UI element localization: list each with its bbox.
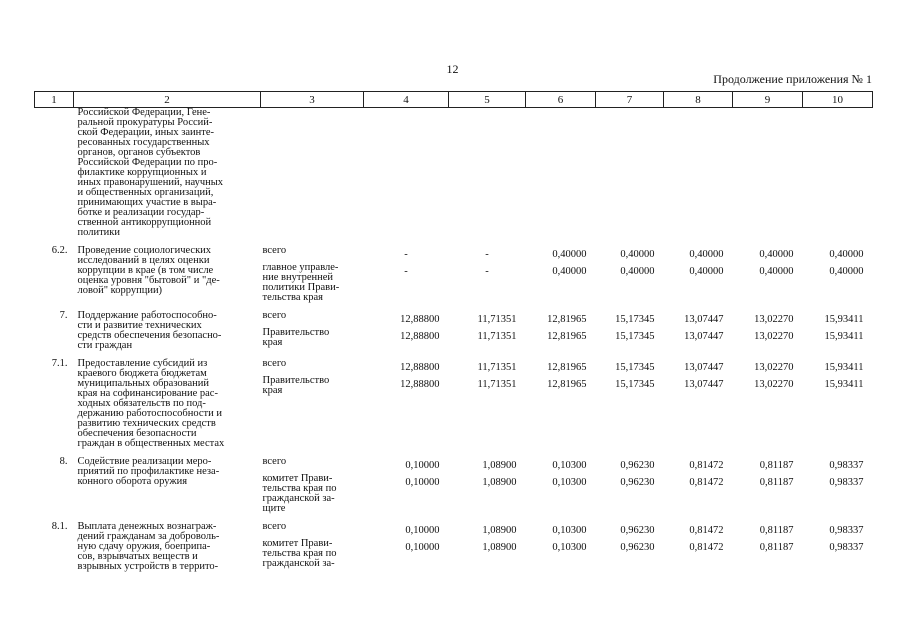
description-line: сов, взрывчатых веществ и: [77, 551, 198, 562]
amount-value: 12,88800: [400, 379, 440, 390]
executor-line: щите: [262, 503, 286, 514]
description-line: политики: [77, 227, 121, 238]
amount-value: 0,40000: [689, 266, 724, 277]
row-description: [74, 238, 261, 303]
executor-line: края: [262, 385, 283, 396]
amount-value: 0,40000: [552, 249, 587, 260]
amount-value: 15,17345: [615, 314, 655, 325]
executor-total-label: [263, 311, 362, 321]
amount-cell: [364, 108, 449, 239]
amount-value: 0,96230: [620, 460, 655, 471]
table-row: [35, 238, 873, 303]
amount-value: 15,17345: [615, 331, 655, 342]
description-line: ную сдачу оружия, боеприпа-: [77, 541, 211, 552]
amount-cell: [733, 303, 803, 351]
amount-value: 0,10300: [552, 542, 587, 553]
amount-value: 11,71351: [477, 379, 517, 390]
amount-value: 15,93411: [824, 314, 864, 325]
executor-line: всего: [262, 456, 287, 467]
amount-value: 0,40000: [620, 266, 655, 277]
amount-cell: [526, 108, 596, 239]
description-line: Содействие реализации меро-: [77, 456, 212, 467]
description-line: иных правонарушений, научных: [77, 177, 224, 188]
amount-cell: [526, 449, 596, 514]
table-row: [35, 351, 873, 449]
description-line: ской Федерации, иных заинте-: [77, 127, 215, 138]
description-line: исследований в целях оценки: [77, 255, 210, 266]
row-description: [74, 351, 261, 449]
table-row: [35, 449, 873, 514]
amount-value: 0,81187: [759, 525, 794, 536]
amount-value: 1,08900: [482, 460, 517, 471]
amount-value: 0,10000: [405, 542, 440, 553]
column-number-row: [35, 92, 873, 108]
amount-value: -: [485, 249, 489, 260]
executor-name: [263, 474, 362, 514]
amount-cell: [664, 238, 733, 303]
amount-cell: [449, 238, 526, 303]
amount-value: 11,71351: [477, 362, 517, 373]
amount-cell: [733, 449, 803, 514]
executor-line: комитет Прави-: [262, 538, 333, 549]
amount-value: 12,88800: [400, 314, 440, 325]
description-line: ственной антикоррупционной: [77, 217, 212, 228]
amount-value: 0,10300: [552, 477, 587, 488]
amount-value: 0,40000: [552, 266, 587, 277]
amount-value: 13,02270: [754, 314, 794, 325]
amount-cell: [733, 108, 803, 239]
amount-value: 1,08900: [482, 525, 517, 536]
amount-cell: [803, 514, 873, 572]
executor-line: гражданской за-: [262, 558, 335, 569]
amount-cell: [596, 514, 664, 572]
row-number: 6.2.: [51, 245, 68, 256]
row-executor: [261, 108, 364, 239]
description-line: ботке и реализации государ-: [77, 207, 205, 218]
row-executor: [261, 303, 364, 351]
description-line: филактике коррупционных и: [77, 167, 207, 178]
column-number: 2: [74, 92, 261, 108]
column-number: 1: [35, 92, 74, 108]
amount-value: 12,81965: [547, 379, 587, 390]
amount-value: 12,88800: [400, 362, 440, 373]
description-line: ловой" коррупции): [77, 285, 163, 296]
row-number: 8.: [59, 456, 68, 467]
description-line: приятий по профилактике неза-: [77, 466, 220, 477]
amount-value: 0,98337: [829, 525, 864, 536]
description-line: Поддержание работоспособно-: [77, 310, 217, 321]
amount-value: 15,17345: [615, 379, 655, 390]
executor-total-label: [263, 522, 362, 532]
description-line: дений гражданам за доброволь-: [77, 531, 220, 542]
amount-value: 0,10000: [405, 477, 440, 488]
amount-value: 0,98337: [829, 460, 864, 471]
executor-line: Правительство: [262, 327, 330, 338]
amount-value: 0,10300: [552, 460, 587, 471]
executor-name: [263, 376, 362, 396]
row-description: [74, 514, 261, 572]
amount-cell: [449, 449, 526, 514]
amount-value: 12,88800: [400, 331, 440, 342]
amount-cell: [449, 108, 526, 239]
executor-line: всего: [262, 521, 287, 532]
description-line: муниципальных образований: [77, 378, 209, 389]
amount-cell: [664, 351, 733, 449]
amount-cell: [449, 514, 526, 572]
amount-value: 0,96230: [620, 525, 655, 536]
executor-total-label: [263, 246, 362, 256]
description-line: держанию работоспособности и: [77, 408, 222, 419]
amount-value: 12,81965: [547, 331, 587, 342]
amount-cell: [596, 108, 664, 239]
amount-value: 0,98337: [829, 477, 864, 488]
executor-line: главное управле-: [262, 262, 339, 273]
column-number: 7: [596, 92, 664, 108]
description-line: краевого бюджета бюджетам: [77, 368, 207, 379]
row-number: 7.1.: [51, 358, 68, 369]
amount-value: 0,10000: [405, 525, 440, 536]
description-line: Проведение социологических: [77, 245, 212, 256]
amount-value: 0,81472: [689, 477, 724, 488]
amount-value: 0,96230: [620, 542, 655, 553]
executor-line: тельства края: [262, 292, 323, 303]
amount-value: 11,71351: [477, 314, 517, 325]
amount-value: 13,02270: [754, 331, 794, 342]
row-description: [74, 108, 261, 239]
amount-cell: [596, 303, 664, 351]
executor-line: тельства края по: [262, 548, 337, 559]
amount-cell: [526, 238, 596, 303]
amount-cell: [803, 351, 873, 449]
executor-line: тельства края по: [262, 483, 337, 494]
amount-cell: [596, 238, 664, 303]
amount-cell: [664, 303, 733, 351]
amount-cell: [664, 108, 733, 239]
row-number: 8.1.: [51, 521, 68, 532]
description-line: края на софинансирование рас-: [77, 388, 218, 399]
description-line: Российской Федерации, Гене-: [77, 107, 211, 118]
column-number: 6: [526, 92, 596, 108]
amount-value: 15,17345: [615, 362, 655, 373]
page-number: 12: [446, 62, 459, 76]
row-executor: [261, 514, 364, 572]
executor-line: всего: [262, 358, 287, 369]
amount-value: 0,96230: [620, 477, 655, 488]
executor-total-label: [263, 359, 362, 369]
amount-value: 0,81472: [689, 542, 724, 553]
continuation-label: Продолжение приложения № 1: [713, 72, 872, 86]
executor-name: [263, 328, 362, 348]
amount-cell: [526, 351, 596, 449]
amount-value: 0,81472: [689, 525, 724, 536]
amount-cell: [596, 351, 664, 449]
amount-value: 0,40000: [759, 249, 794, 260]
amount-value: 0,40000: [829, 249, 864, 260]
description-line: сти и развитие технических: [77, 320, 202, 331]
amount-value: 13,02270: [754, 362, 794, 373]
row-executor: [261, 238, 364, 303]
row-number: 7.: [59, 310, 68, 321]
description-line: коррупции в крае (в том числе: [77, 265, 214, 276]
row-description: [74, 303, 261, 351]
amount-cell: [449, 303, 526, 351]
appendix-table: [34, 91, 873, 572]
amount-value: 12,81965: [547, 362, 587, 373]
table-row: [35, 108, 873, 239]
description-line: граждан в общественных местах: [77, 438, 225, 449]
amount-value: 0,81187: [759, 542, 794, 553]
amount-value: -: [485, 266, 489, 277]
row-description: [74, 449, 261, 514]
description-line: развитию технических средств: [77, 418, 216, 429]
amount-cell: [803, 303, 873, 351]
description-line: и общественных организаций,: [77, 187, 214, 198]
executor-line: гражданской за-: [262, 493, 335, 504]
amount-value: 0,40000: [689, 249, 724, 260]
description-line: обеспечения безопасности: [77, 428, 197, 439]
amount-value: 0,81472: [689, 460, 724, 471]
description-line: принимающих участие в выра-: [77, 197, 217, 208]
amount-value: 0,81187: [759, 460, 794, 471]
amount-cell: [526, 514, 596, 572]
amount-value: 0,10300: [552, 525, 587, 536]
executor-line: Правительство: [262, 375, 330, 386]
amount-cell: [364, 514, 449, 572]
amount-value: 13,07447: [684, 362, 724, 373]
amount-value: 13,07447: [684, 331, 724, 342]
column-number: 5: [449, 92, 526, 108]
executor-line: комитет Прави-: [262, 473, 333, 484]
description-line: ральной прокуратуры Россий-: [77, 117, 213, 128]
amount-cell: [596, 449, 664, 514]
description-line: ходных обязательств по под-: [77, 398, 206, 409]
amount-cell: [803, 238, 873, 303]
amount-cell: [733, 351, 803, 449]
description-line: органов, органов субъектов: [77, 147, 201, 158]
executor-name: [263, 539, 362, 569]
amount-cell: [364, 449, 449, 514]
description-line: ресованных государственных: [77, 137, 210, 148]
executor-line: ние внутренней: [262, 272, 333, 283]
amount-value: 15,93411: [824, 331, 864, 342]
column-number: 10: [803, 92, 873, 108]
amount-value: 11,71351: [477, 331, 517, 342]
amount-value: 15,93411: [824, 379, 864, 390]
amount-value: 0,40000: [620, 249, 655, 260]
amount-value: 1,08900: [482, 542, 517, 553]
amount-cell: [364, 238, 449, 303]
column-number: 4: [364, 92, 449, 108]
amount-value: 13,07447: [684, 314, 724, 325]
amount-value: 13,02270: [754, 379, 794, 390]
amount-cell: [364, 351, 449, 449]
description-line: средств обеспечения безопасно-: [77, 330, 222, 341]
executor-total-label: [263, 457, 362, 467]
executor-line: края: [262, 337, 283, 348]
amount-cell: [664, 514, 733, 572]
column-number: 3: [261, 92, 364, 108]
amount-value: 13,07447: [684, 379, 724, 390]
amount-cell: [449, 351, 526, 449]
amount-value: 0,98337: [829, 542, 864, 553]
table-row: [35, 514, 873, 572]
column-number: 9: [733, 92, 803, 108]
amount-cell: [364, 303, 449, 351]
amount-cell: [803, 449, 873, 514]
description-line: Выплата денежных вознаграж-: [77, 521, 217, 532]
amount-cell: [733, 514, 803, 572]
amount-value: 15,93411: [824, 362, 864, 373]
description-line: оценка уровня "бытовой" и "де-: [77, 275, 220, 286]
row-executor: [261, 449, 364, 514]
description-line: Предоставление субсидий из: [77, 358, 208, 369]
row-executor: [261, 351, 364, 449]
amount-value: -: [404, 266, 408, 277]
amount-value: 1,08900: [482, 477, 517, 488]
amount-value: 0,40000: [829, 266, 864, 277]
column-number: 8: [664, 92, 733, 108]
executor-line: всего: [262, 310, 287, 321]
amount-cell: [664, 449, 733, 514]
amount-value: 0,40000: [759, 266, 794, 277]
description-line: взрывных устройств в террито-: [77, 561, 219, 572]
amount-value: -: [404, 249, 408, 260]
row-number: [35, 108, 74, 239]
amount-value: 0,81187: [759, 477, 794, 488]
table-row: [35, 303, 873, 351]
amount-value: 0,10000: [405, 460, 440, 471]
amount-cell: [803, 108, 873, 239]
description-line: сти граждан: [77, 340, 133, 351]
executor-name: [263, 263, 362, 303]
description-line: Российской Федерации по про-: [77, 157, 218, 168]
executor-line: политики Прави-: [262, 282, 340, 293]
executor-line: всего: [262, 245, 287, 256]
amount-cell: [526, 303, 596, 351]
description-line: конного оборота оружия: [77, 476, 188, 487]
amount-cell: [733, 238, 803, 303]
amount-value: 12,81965: [547, 314, 587, 325]
